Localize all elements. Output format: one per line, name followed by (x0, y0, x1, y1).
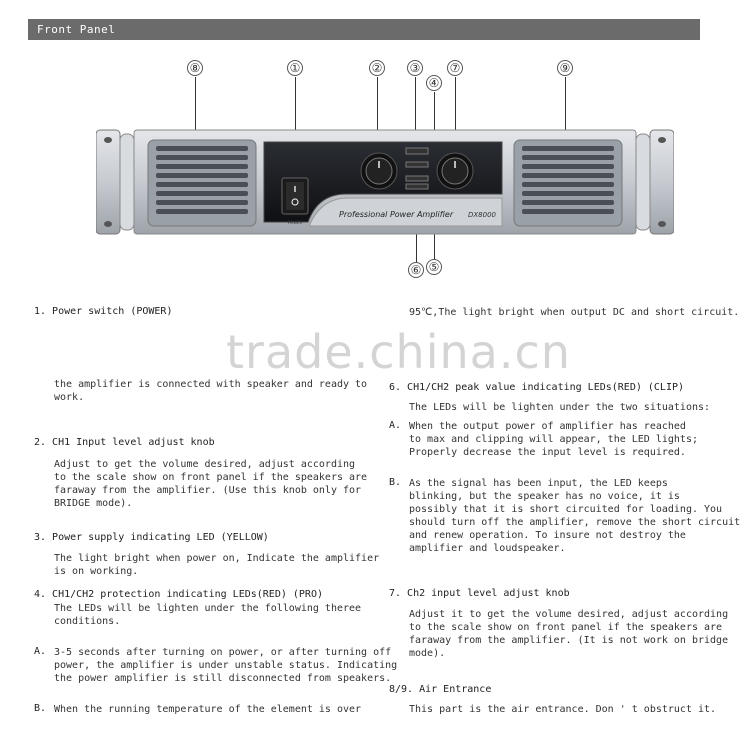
watermark: trade.china.cn (226, 325, 571, 379)
left-air-grille (148, 140, 256, 226)
item-4b-body: When the running temperature of the element is over (54, 704, 362, 715)
item-7-body: Adjust it to get the volume desired, adjust according to the scale show on front panel if the speakers are faraway from the amplifier. (It is not work on bridge mode). (409, 609, 729, 659)
item-1-title: 1. Power switch (POWER) (34, 306, 173, 317)
item-6b-body: As the signal has been input, the LED keeps blinking, but the speaker has no voice, it is possibly that it is short circuited for loading. You should turn off the amplifier, remove the short circuit and renew operation. To insure not destroy the amplifier and loudspeaker. (409, 478, 741, 554)
item-4a-marker: A. (34, 646, 47, 657)
ch1-level-knob (361, 153, 397, 189)
item-6-title: 6. CH1/CH2 peak value indicating LEDs(RED) (CLIP) (389, 382, 685, 393)
power-label: POWER (287, 220, 303, 225)
callout-8: ⑧ (187, 60, 203, 76)
item-7-title: 7. Ch2 input level adjust knob (389, 588, 570, 599)
model-label: DX8000 (468, 211, 496, 219)
power-switch (282, 178, 308, 214)
item-6a-marker: A. (389, 420, 402, 431)
callout-6: ⑥ (408, 262, 424, 278)
item-3-title: 3. Power supply indicating LED (YELLOW) (34, 532, 269, 543)
item-89-body: This part is the air entrance. Don ' t obstruct it. (409, 704, 717, 715)
right-air-grille (514, 140, 622, 226)
item-2-body: Adjust to get the volume desired, adjust according to the scale show on front panel if the speakers are faraway from the amplifier. (Use this knob only for BRIDGE mode). (54, 459, 368, 509)
callout-4: ④ (426, 75, 442, 91)
callout-9: ⑨ (557, 60, 573, 76)
item-3-body: The light bright when power on, Indicate the amplifier is on working. (54, 553, 380, 577)
item-6-body: The LEDs will be lighten under the two situations: (409, 402, 711, 413)
item-6b-marker: B. (389, 477, 402, 488)
item-4b-marker: B. (34, 703, 47, 714)
callout-7: ⑦ (447, 60, 463, 76)
item-6a-body: When the output power of amplifier has reached to max and clipping will appear, the LED lights; Properly decrease the input level is required. (409, 421, 698, 458)
item-2-title: 2. CH1 Input level adjust knob (34, 437, 215, 448)
item-4-body: The LEDs will be lighten under the following theree conditions. (54, 603, 362, 627)
item-89-title: 8/9. Air Entrance (389, 684, 492, 695)
callout-3: ③ (407, 60, 423, 76)
callout-1: ① (287, 60, 303, 76)
callout-5: ⑤ (426, 259, 442, 275)
ch2-level-knob (437, 153, 473, 189)
section-header: Front Panel (28, 19, 700, 40)
item-1-body: the amplifier is connected with speaker and ready to work. (54, 379, 368, 403)
amplifier-front-panel (96, 126, 674, 238)
brand-label: Professional Power Amplifier (339, 210, 454, 219)
item-4-title: 4. CH1/CH2 protection indicating LEDs(RED) (PRO) (34, 589, 323, 600)
callout-2: ② (369, 60, 385, 76)
item-4a-body: 3-5 seconds after turning on power, or after turning off power, the amplifier is under unstable status. Indicating the power amplifier is still disconnected from speakers. (54, 647, 398, 684)
item-4b-continued: 95℃,The light bright when output DC and short circuit. (409, 307, 740, 318)
